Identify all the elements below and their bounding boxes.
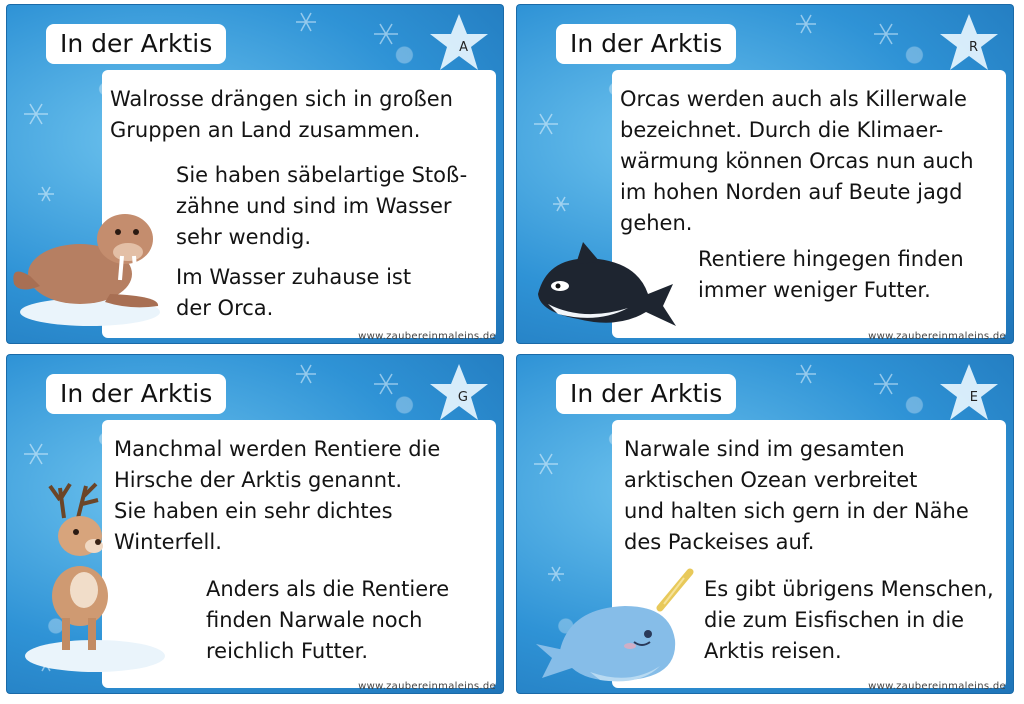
card-letter: R (968, 40, 978, 55)
narwhal-icon (530, 568, 700, 693)
card-r (516, 4, 1014, 344)
orca-icon (528, 234, 678, 334)
paragraph-2: Rentiere hingegen finden immer weniger Futter. (698, 247, 964, 302)
paragraph-1: Manchmal werden Rentiere die Hirsche der Arktis genannt. Sie haben ein sehr dichtes Winterfell. (114, 437, 441, 554)
website-url: www.zaubereinmaleins.de (868, 331, 1006, 342)
card-letter: G (457, 390, 468, 405)
reindeer-icon (20, 478, 170, 678)
card-g (6, 354, 504, 694)
paragraph-1: Narwale sind im gesamten arktischen Ozean verbreitet und halten sich gern in der Nähe des Packeises auf. (624, 437, 969, 554)
card-title: In der Arktis (556, 374, 736, 414)
card-title: In der Arktis (46, 374, 226, 414)
paragraph-1: Orcas werden auch als Killerwale bezeichnet. Durch die Klimaer- wärmung können Orcas nun auch im hohen Norden auf Beute jagd gehen. (620, 87, 974, 235)
card-title: In der Arktis (556, 24, 736, 64)
paragraph-2: Sie haben säbelartige Stoß- zähne und sind im Wasser sehr wendig. (176, 163, 468, 249)
card-a (6, 4, 504, 344)
website-url: www.zaubereinmaleins.de (358, 331, 496, 342)
website-url: www.zaubereinmaleins.de (358, 681, 496, 692)
card-title: In der Arktis (46, 24, 226, 64)
website-url: www.zaubereinmaleins.de (868, 681, 1006, 692)
card-e (516, 354, 1014, 694)
paragraph-2: Es gibt übrigens Menschen, die zum Eisfischen in die Arktis reisen. (704, 577, 994, 663)
paragraph-1: Walrosse drängen sich in großen Gruppen an Land zusammen. (110, 87, 453, 142)
walrus-icon (10, 184, 170, 334)
card-letter: A (459, 40, 468, 55)
paragraph-3: Im Wasser zuhause ist der Orca. (176, 265, 412, 320)
paragraph-2: Anders als die Rentiere finden Narwale noch reichlich Futter. (206, 577, 450, 663)
card-letter: E (969, 390, 978, 405)
